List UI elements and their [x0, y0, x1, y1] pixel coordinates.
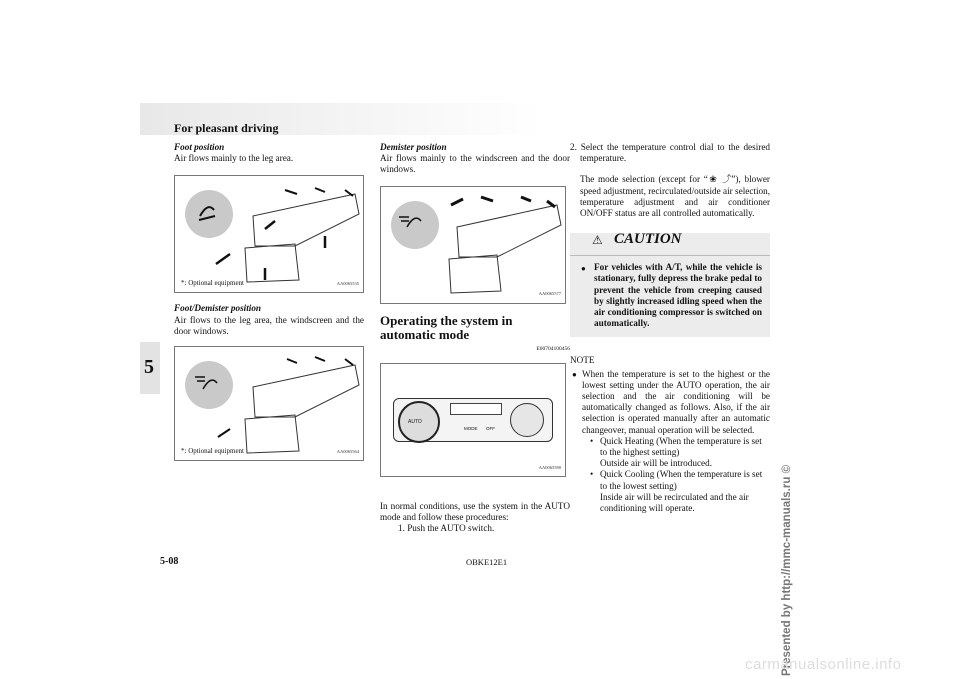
note-title: NOTE [570, 355, 595, 366]
mode-button: MODE [464, 425, 478, 431]
control-panel-figure [380, 363, 566, 477]
column-middle [380, 142, 570, 534]
column-left [174, 142, 364, 461]
note-item [570, 369, 770, 515]
caution-text: For vehicles with A/T, while the vehicle is stationary, fully depress the brake pedal to prevent the vehicle from creeping caused by slightly increased idling speed when the air conditioning compressor is switched on automatically. [594, 262, 762, 329]
sub-item-heating-title: Quick Heating (When the temperature is set to the highest setting) [600, 435, 762, 458]
dashboard-illustration [175, 347, 365, 462]
demister-position-figure [380, 186, 566, 304]
step-1: 1. Push the AUTO switch. [398, 523, 495, 534]
temperature-dial [398, 401, 440, 443]
step-2: 2. Select the temperature control dial to the desired temperature. [570, 142, 770, 164]
caution-box [570, 233, 770, 337]
figure-code: AA0065564 [336, 448, 359, 454]
off-button: OFF [486, 425, 495, 431]
watermark: carmanualsonline.info [745, 656, 902, 673]
figure-code: AA0065577 [538, 291, 561, 297]
chapter-tab [140, 342, 160, 394]
caution-header [570, 233, 770, 256]
column-right [570, 142, 770, 514]
sub-item-cooling [582, 469, 770, 514]
figure-code: AA0065580 [538, 464, 561, 470]
sub-item-heating [582, 436, 770, 470]
figure-code: AA0065535 [336, 281, 359, 287]
caution-title: CAUTION [614, 231, 682, 248]
foot-position-title: Foot position [174, 142, 225, 152]
page-header: For pleasant driving [174, 121, 279, 135]
page-number: 5-08 [160, 556, 179, 567]
dashboard-illustration [381, 187, 567, 305]
auto-switch: AUTO [408, 418, 422, 425]
sub-item-cooling-title: Quick Cooling (When the temperature is set to the lowest setting) [600, 469, 763, 491]
foot-demister-title: Foot/Demister position [174, 303, 262, 314]
foot-demister-text: Air flows to the leg area, the windscreen and the door windows. [174, 314, 364, 336]
demister-position-title: Demister position [380, 142, 447, 152]
section-code: E00704100456 [536, 345, 570, 352]
figure-footnote: *: Optional equipment [181, 446, 244, 455]
caution-body [570, 256, 770, 329]
warning-triangle-icon: ⚠ [592, 233, 603, 248]
section-title: Operating the system in automatic mode [380, 312, 513, 342]
foot-position-figure [174, 175, 364, 293]
display-window [450, 403, 502, 415]
foot-position-text: Air flows mainly to the leg area. [174, 153, 294, 164]
bullet-icon: ● [572, 369, 577, 379]
dashboard-illustration [175, 176, 365, 294]
climate-control-panel [393, 398, 553, 442]
figure-footnote: *: Optional equipment [181, 279, 244, 288]
document-code: OBKE12E1 [466, 557, 508, 567]
bullet-icon: ● [581, 264, 586, 274]
step-2-detail: The mode selection (except for “❀ ⤴”), blower speed adjustment, recirculated/outside air selection, temperature adjustment and air conditioner ON/OFF status are all controlled automatically. [580, 174, 770, 219]
side-credit: Presented by http://mmc-manuals.ru © [781, 464, 793, 676]
foot-demister-figure [174, 346, 364, 461]
dot-icon: • [590, 469, 594, 480]
intro-text: In normal conditions, use the system in the AUTO mode and follow these procedures: [380, 500, 570, 523]
sub-item-heating-text: Outside air will be introduced. [600, 458, 713, 469]
fan-dial [510, 403, 544, 437]
note-text: When the temperature is set to the highest or the lowest setting under the AUTO operation, the air selection and the air conditioning will be automatically changed as follows. Also, if the air selection is operated manually after an automatic changeover, manual operation will be selected. [582, 368, 770, 435]
sub-item-cooling-text: Inside air will be recirculated and the air conditioning will operate. [600, 491, 749, 514]
demister-position-text: Air flows mainly to the windscreen and the door windows. [380, 153, 570, 175]
dot-icon: • [590, 435, 594, 446]
chapter-number: 5 [144, 356, 154, 378]
